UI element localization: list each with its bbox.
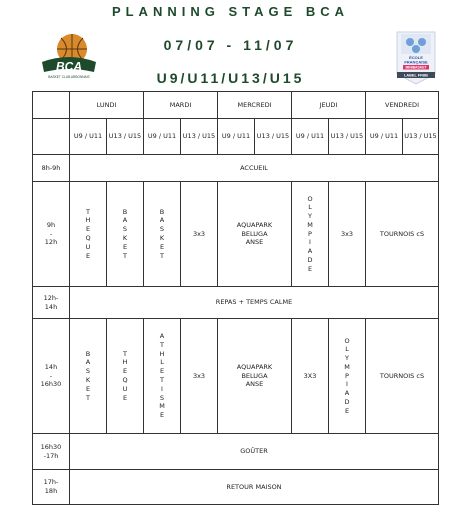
stacked-letter: M [344,362,350,371]
group-u13-u15: U13 / U15 [181,119,218,155]
stacked-letter: E [122,367,128,376]
stacked-letter: K [159,234,165,242]
activity-mardi-u9-u11 [144,319,181,434]
time-cell [33,319,70,434]
age-categories: U9/U11/U13/U15 [156,70,305,86]
day-mercredi: MERCREDI [218,92,292,119]
mercredi-line3: ANSE [245,238,264,247]
stacked-letter: T [86,207,90,216]
time-start: 16h30 [40,442,62,451]
time-start: 14h [44,362,58,371]
stacked-letter: A [122,216,128,225]
group-u9-u11: U9 / U11 [218,119,255,155]
stacked-letter: L [308,203,312,212]
stacked-letter: S [159,393,165,402]
activity-lundi-u9-u11 [70,182,107,287]
mercredi-line2: BELUGA [241,371,268,380]
stacked-letter: E [122,242,128,251]
activity-mercredi [218,182,292,287]
efb-line3: MINIBASKET [405,65,427,70]
activity-mardi-u13-u15: 3x3 [181,182,218,287]
stacked-letter: S [85,367,91,376]
efb-label-text: LABEL FFBB [404,73,428,78]
mercredi-line1: AQUAPARK [236,362,273,371]
activity-mercredi [218,319,292,434]
time-end: 18h [44,487,58,495]
group-u13-u15: U13 / U15 [403,119,439,155]
row-gouter [33,434,439,470]
stacked-letter: A [159,216,165,225]
stacked-letter: E [159,411,165,420]
time-end: 16h30 [40,380,62,389]
stacked-letter: S [159,225,165,234]
row-retour [33,470,439,505]
stacked-letter: E [85,225,91,234]
activity-jeudi-u9-u11: 3X3 [292,319,329,434]
stacked-letter: D [307,255,313,264]
time-dash: - [49,371,53,380]
mercredi-line2: BELUGA [241,229,268,238]
activity-retour: RETOUR MAISON [70,470,439,505]
activity-jeudi-u13-u15: 3x3 [329,182,366,287]
row-afternoon [33,319,439,434]
stacked-letter: D [344,397,350,406]
time-dash: - [49,229,53,238]
activity-repas: REPAS + TEMPS CALME [70,287,439,319]
stacked-letter: E [344,406,350,415]
activity-mardi-u9-u11 [144,182,181,287]
stacked-letter: B [122,207,128,216]
day-lundi: LUNDI [70,92,144,119]
stacked-letter: T [86,393,90,402]
group-u13-u15: U13 / U15 [107,119,144,155]
stacked-letter: I [346,380,348,389]
stacked-letter: Q [122,376,128,384]
day-mardi: MARDI [144,92,218,119]
stacked-letter: A [85,358,91,367]
stacked-letter: E [85,251,91,260]
stacked-letter: Q [85,234,91,242]
stage-dates: 07/07 - 11/07 [163,37,298,53]
activity-mardi-u13-u15: 3x3 [181,319,218,434]
time-cell [33,182,70,287]
time-start: 9h [46,220,56,229]
day-jeudi: JEUDI [292,92,366,119]
activity-gouter: GOÛTER [70,434,439,470]
stacked-letter: E [307,264,313,273]
group-u9-u11: U9 / U11 [366,119,403,155]
planning-table [32,91,439,505]
stacked-letter: T [160,340,164,349]
efb-label-logo [395,30,437,86]
stacked-letter: P [308,229,312,238]
stacked-letter: E [122,393,128,402]
stacked-letter: T [160,376,164,384]
stacked-letter: A [159,332,165,341]
stacked-letter: I [161,384,163,393]
group-header-row [33,119,439,155]
time-cell [33,287,70,319]
stacked-letter: E [159,367,165,376]
row-lunch [33,287,439,319]
stacked-letter: B [85,349,91,358]
stacked-letter: U [85,242,91,251]
group-u9-u11: U9 / U11 [70,119,107,155]
stacked-letter: I [309,238,311,247]
activity-jeudi-u13-u15 [329,319,366,434]
mercredi-line3: ANSE [245,380,264,389]
group-u9-u11: U9 / U11 [144,119,181,155]
stacked-letter: O [307,194,313,203]
stacked-letter: M [159,402,165,411]
stacked-letter: T [160,251,164,260]
efb-line1: ÉCOLE [409,55,423,60]
activity-vendredi: TOURNOIS cS [366,182,439,287]
time-cell: 8h-9h [33,155,70,182]
bca-logo [36,32,102,82]
page-title: PLANNING STAGE BCA [111,4,350,19]
corner-cell [33,119,70,155]
group-u13-u15: U13 / U15 [255,119,292,155]
time-cell [33,470,70,505]
stacked-letter: P [345,371,349,380]
bca-logo-text: BCA [56,59,82,74]
stacked-letter: H [85,216,91,225]
time-start: 17h- [43,478,59,487]
stacked-letter: O [344,336,350,345]
day-header-row [33,92,439,119]
day-vendredi: VENDREDI [366,92,439,119]
stacked-letter: E [85,384,91,393]
activity-accueil: ACCUEIL [70,155,439,182]
stacked-letter: T [123,251,127,260]
time-end: 14h [44,302,58,311]
efb-line2: FRANÇAISE [404,59,428,65]
stacked-letter: E [159,242,165,251]
group-u13-u15: U13 / U15 [329,119,366,155]
activity-lundi-u13-u15 [107,319,144,434]
activity-jeudi-u9-u11 [292,182,329,287]
group-u9-u11: U9 / U11 [292,119,329,155]
stacked-letter: Y [308,212,312,221]
stacked-letter: L [160,358,164,367]
stacked-letter: K [122,234,128,242]
time-end: -17h [43,451,59,460]
stacked-letter: A [307,247,313,256]
stacked-letter: K [85,376,91,384]
time-cell [33,434,70,470]
row-morning [33,182,439,287]
stacked-letter: A [344,389,350,398]
activity-lundi-u9-u11 [70,319,107,434]
row-accueil [33,155,439,182]
stacked-letter: U [122,384,128,393]
stacked-letter: S [122,225,128,234]
activity-lundi-u13-u15 [107,182,144,287]
corner-cell [33,92,70,119]
time-end: 12h [44,238,58,247]
stacked-letter: T [123,349,127,358]
stacked-letter: H [122,358,128,367]
stacked-letter: H [159,349,165,358]
activity-vendredi: TOURNOIS cS [366,319,439,434]
time-start: 12h- [43,293,59,302]
stacked-letter: M [307,220,313,229]
bca-logo-subtext: BASKET CLUB ARBONNAIS [48,75,90,79]
stacked-letter: Y [345,354,349,363]
stacked-letter: L [345,345,349,354]
mercredi-line1: AQUAPARK [236,220,273,229]
stacked-letter: B [159,207,165,216]
